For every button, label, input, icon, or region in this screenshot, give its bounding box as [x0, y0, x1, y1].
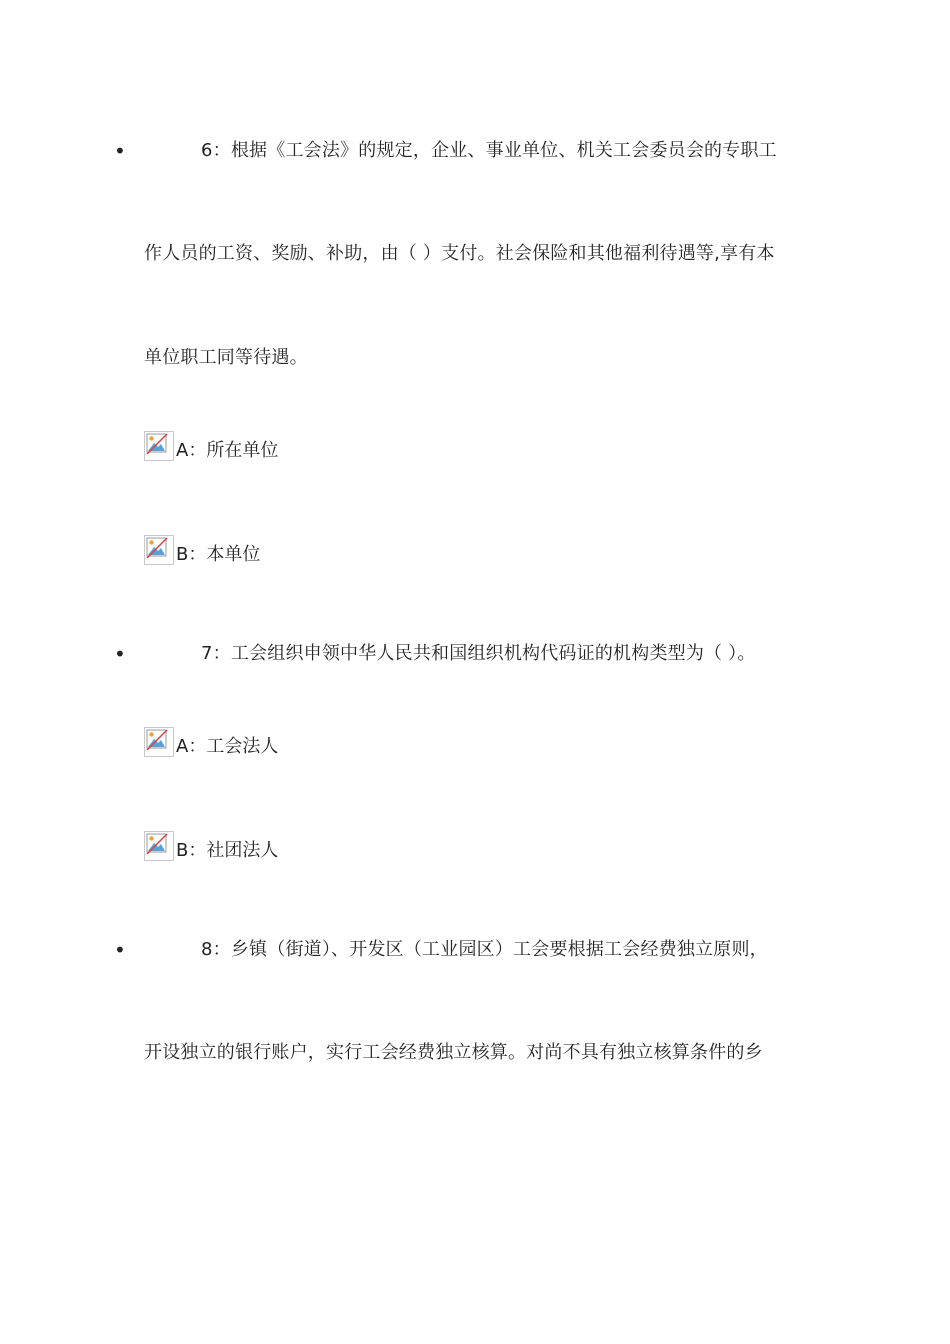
question-8-line-1: 8：乡镇（街道）、开发区（工业园区）工会要根据工会经费独立原则，: [201, 939, 768, 960]
option-text: A：所在单位: [176, 440, 279, 461]
question-6-line-2: 作人员的工资、奖励、补助，由（ ）支付。社会保险和其他福利待遇等,享有本: [144, 243, 775, 264]
option-text: B：社团法人: [176, 840, 279, 861]
question-6-line-3: 单位职工同等待遇。: [144, 347, 308, 368]
list-bullet: •: [114, 642, 126, 666]
question-6-line-1: 6：根据《工会法》的规定，企业、事业单位、机关工会委员会的专职工: [201, 140, 777, 161]
option-text: A：工会法人: [176, 736, 279, 757]
question-6-option-a[interactable]: [144, 427, 278, 461]
question-6-option-b[interactable]: [144, 531, 260, 565]
list-bullet: •: [114, 139, 126, 163]
question-8-line-2: 开设独立的银行账户，实行工会经费独立核算。对尚不具有独立核算条件的乡: [144, 1042, 763, 1063]
option-text: B：本单位: [176, 544, 261, 565]
broken-image-icon: [144, 831, 174, 861]
broken-image-icon: [144, 535, 174, 565]
list-bullet: •: [114, 938, 126, 962]
broken-image-icon: [144, 431, 174, 461]
question-7-line-1: 7：工会组织申领中华人民共和国组织机构代码证的机构类型为（ ）。: [201, 643, 756, 664]
question-7-option-b[interactable]: [144, 827, 278, 861]
broken-image-icon: [144, 727, 174, 757]
question-7-option-a[interactable]: [144, 723, 278, 757]
